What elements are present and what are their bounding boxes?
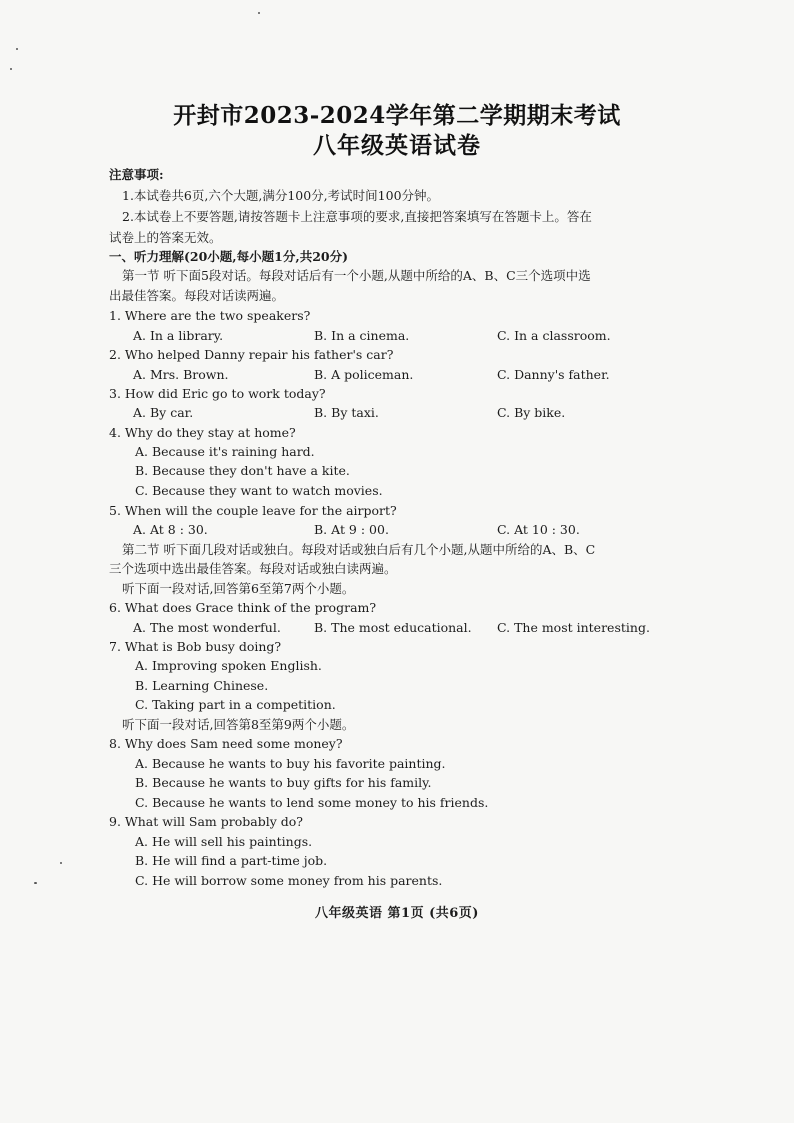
- scan-speck: [34, 882, 37, 884]
- q2-option-b: B. A policeman.: [314, 367, 414, 382]
- question-7: 7. What is Bob busy doing?: [109, 639, 282, 654]
- q8-option-b: B. Because he wants to buy gifts for his family.: [135, 775, 432, 790]
- scan-speck: [258, 12, 260, 14]
- question-1: 1. Where are the two speakers?: [109, 308, 311, 323]
- part2-instruction-cont: 三个选项中选出最佳答案。每段对话或独白读两遍。: [109, 561, 397, 576]
- q1-option-a: A. In a library.: [133, 328, 224, 343]
- notes-heading: 注意事项:: [109, 167, 164, 182]
- part2-instruction: 第二节 听下面几段对话或独白。每段对话或独白后有几个小题,从题中所给的A、B、C: [122, 542, 596, 557]
- q7-option-a: A. Improving spoken English.: [135, 658, 322, 673]
- q7-option-c: C. Taking part in a competition.: [135, 697, 336, 712]
- q5-option-c: C. At 10 : 30.: [497, 522, 580, 537]
- q3-option-a: A. By car.: [133, 405, 194, 420]
- question-2: 2. Who helped Danny repair his father's car?: [109, 347, 394, 362]
- q4-option-b: B. Because they don't have a kite.: [135, 463, 350, 478]
- page-footer: 八年级英语 第1页 (共6页): [315, 906, 479, 921]
- scan-speck: [10, 68, 12, 70]
- q1-option-b: B. In a cinema.: [314, 328, 410, 343]
- section-heading: 一、听力理解(20小题,每小题1分,共20分): [109, 249, 349, 264]
- q8-option-c: C. Because he wants to lend some money to his friends.: [135, 795, 489, 810]
- lead-in-8-9: 听下面一段对话,回答第8至第9两个小题。: [122, 717, 355, 732]
- note-item-2-cont: 试卷上的答案无效。: [109, 230, 222, 245]
- q3-option-b: B. By taxi.: [314, 405, 379, 420]
- part1-instruction-cont: 出最佳答案。每段对话读两遍。: [109, 288, 285, 303]
- q1-option-c: C. In a classroom.: [497, 328, 611, 343]
- question-6: 6. What does Grace think of the program?: [109, 600, 377, 615]
- lead-in-6-7: 听下面一段对话,回答第6至第7两个小题。: [122, 581, 355, 596]
- q9-option-a: A. He will sell his paintings.: [135, 834, 313, 849]
- question-5: 5. When will the couple leave for the airport?: [109, 503, 397, 518]
- exam-subtitle: 八年级英语试卷: [313, 132, 481, 159]
- question-3: 3. How did Eric go to work today?: [109, 386, 326, 401]
- q6-option-b: B. The most educational.: [314, 620, 472, 635]
- part1-instruction: 第一节 听下面5段对话。每段对话后有一个小题,从题中所给的A、B、C三个选项中选: [122, 268, 591, 283]
- note-item-2: 2.本试卷上不要答题,请按答题卡上注意事项的要求,直接把答案填写在答题卡上。答在: [122, 209, 592, 224]
- scan-speck: [60, 862, 62, 864]
- q6-option-c: C. The most interesting.: [497, 620, 650, 635]
- question-9: 9. What will Sam probably do?: [109, 814, 303, 829]
- q4-option-a: A. Because it's raining hard.: [135, 444, 315, 459]
- q9-option-b: B. He will find a part-time job.: [135, 853, 328, 868]
- q5-option-b: B. At 9 : 00.: [314, 522, 389, 537]
- scan-speck: [16, 48, 18, 50]
- exam-title: 开封市2023-2024学年第二学期期末考试: [173, 102, 621, 129]
- q4-option-c: C. Because they want to watch movies.: [135, 483, 383, 498]
- q2-option-c: C. Danny's father.: [497, 367, 610, 382]
- question-4: 4. Why do they stay at home?: [109, 425, 296, 440]
- q5-option-a: A. At 8 : 30.: [133, 522, 208, 537]
- note-item-1: 1.本试卷共6页,六个大题,满分100分,考试时间100分钟。: [122, 188, 440, 203]
- q2-option-a: A. Mrs. Brown.: [133, 367, 229, 382]
- q7-option-b: B. Learning Chinese.: [135, 678, 269, 693]
- question-8: 8. Why does Sam need some money?: [109, 736, 343, 751]
- q9-option-c: C. He will borrow some money from his parents.: [135, 873, 443, 888]
- q3-option-c: C. By bike.: [497, 405, 566, 420]
- q8-option-a: A. Because he wants to buy his favorite painting.: [135, 756, 446, 771]
- q6-option-a: A. The most wonderful.: [133, 620, 281, 635]
